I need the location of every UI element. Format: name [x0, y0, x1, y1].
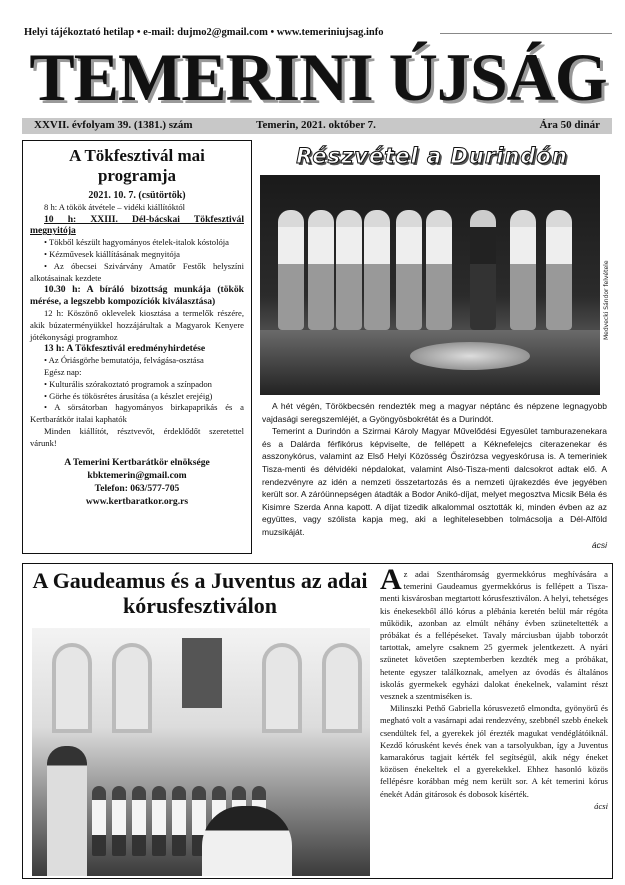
program-item: 8 h: A tökök átvétele – vidéki kiállítóktól [44, 201, 186, 212]
organizer-email[interactable]: kbktemerin@gmail.com [87, 469, 187, 481]
program-item: • Görhe és tökösrétes árusítása (a készlet erejéig) [44, 390, 213, 401]
paragraph-text: z adai Szentháromság gyermekkórus meghívására a temerini Gaudeamus gyermekkórus is fellépett a Tisza-menti kisvárosban megtartott kórusfesztiválon. A helyi, tehetséges kis énekesekből álló kórus a plébánia keretén belül már régóta működik, azonban az elmúlt néhány évben szüneteltették a próbákat és a fellépéseket. Tavaly márciusban újabb toborzót tartottak, amelyre csaknem 25 gyermek jelentkezett. A nyári szünetet követően szeptemberben kezdték meg a próbákat, hetente egyszer találkoznak, amelyen az óvodás és általános iskolás gyermekek egyházi dalokat énekelnek, valamint részt vesznek a szentmiséken is. [380, 569, 608, 702]
program-item: Minden kiállítót, résztvevőt, érdeklődőt szeretettel várunk! [30, 425, 244, 448]
price: Ára 50 dinár [539, 119, 600, 131]
article-paragraph: A hét végén, Törökbecsén rendezték meg a magyar néptánc és népzene legnagyobb vajdasági seregszemléjét, a Gyöngyösbokrétát és a Durindót. [262, 401, 607, 424]
gaudeamus-headline: A Gaudeamus és a Juventus az adai kórusfesztiválon [32, 568, 368, 618]
program-item: • Kézművesek kiállításának megnyitója [44, 248, 180, 259]
photo-credit: Medvecki Sándor felvétele [603, 260, 610, 340]
program-item: • A sörsátorban hagyományos birkapaprikás és a Kertbarátkör italai kaphatók [30, 402, 244, 425]
author-signature: ácsi [591, 539, 607, 550]
program-title: A Tökfesztivál mai programja [69, 146, 205, 185]
durindo-article [262, 400, 607, 551]
author-signature: ácsi [594, 800, 608, 811]
masthead-logo: TEMERINI ÚJSÁG [29, 39, 607, 115]
gaudeamus-article [380, 563, 608, 812]
drop-cap: A [380, 563, 402, 596]
durindo-headline: Részvétel a Durindón [296, 144, 568, 168]
issue-number: XXVII. évfolyam 39. (1381.) szám [34, 119, 193, 131]
organizer-phone: Telefon: 063/577-705 [94, 482, 180, 494]
article-paragraph [380, 563, 608, 702]
article-paragraph: Milinszki Pethő Gabriella kórusvezető elmondta, gyönyörű és megható volt a vasárnapi adai rendezvény, szebbnél szebb énekek csendültek fel, a gyerekek jól érezték magukat vendéglátóiknál. Kezdő kórusként kevés ének van a tarsolyukban, így a Juventus kamarakórus tagjait kérték fel segítségül, akik négy éneket közösen énekeltek el a gyerekekkel. Ehhez hasonló közös fellépésre korábban még nem került sor. A két temerini kórus énekét Adán gitárosok és dobosok kísérték. [380, 703, 608, 799]
program-item: Egész nap: [44, 366, 82, 377]
tagline: Helyi tájékoztató hetilap • e-mail: dujmo2@gmail.com • www.temeriniujsag.info [24, 27, 384, 38]
choir-photo [32, 628, 370, 876]
program-item: • Az óbecsei Szivárvány Amatőr Festők helyszíni alkotásainak kezdete [30, 260, 244, 283]
program-box [22, 140, 252, 554]
program-item: 13 h: A Tökfesztivál eredményhirdetése [44, 343, 206, 355]
article-paragraph: Temerint a Durindón a Szirmai Károly Magyar Művelődési Egyesület tamburazenekara és a Dalárda férfikórus képviselte, de fellépett a Kéknefelejcs citerazenekar és asszonykórus, valamint az Első Helyi Közösség Őszirózsa vegyeskórusa is. A temeriniek Tisza-menti és délvidéki népdalokat, valamint Alsó-Tisza-menti dalcsokrot adtak elő. A rendezvényre az idén a nemzeti összetartozás és a nemzeti újrakezdés éve jegyében került sor. A záróünnepségen átadták a Bodor Anikó-díjat, melyet megosztva Micsik Béla és Kisimre Szerda Anna kapott. A díjat tizedik alkalommal osztották ki, minden évben az az együttes, vagy szólista kapja meg, aki a leghitelesebben tolmácsolja a Dél-Alföld muzsikáját. [262, 426, 607, 537]
program-item: 10 h: XXIII. Dél-bácskai Tökfesztivál megnyitója [30, 213, 244, 237]
header-rule [440, 33, 612, 34]
issue-info-bar [22, 118, 612, 134]
program-item: • Kulturális szórakoztató programok a színpadon [44, 378, 212, 389]
program-item: • Az Óriásgörhe bemutatója, felvágása-osztása [44, 355, 204, 366]
program-item: • Tökből készült hagyományos ételek-italok kóstolója [44, 237, 229, 248]
program-item: 12 h: Köszönő oklevelek kiosztása a termelők részére, akik búzaterményükkel hozzájárultak a Magyarok Kenyere jótékonysági programhoz [30, 307, 244, 342]
durindo-photo [260, 175, 600, 395]
place-date: Temerin, 2021. október 7. [256, 119, 376, 131]
organizer: A Temerini Kertbarátkör elnöksége [64, 456, 210, 468]
organizer-website[interactable]: www.kertbaratkor.org.rs [85, 495, 189, 507]
program-item: 10.30 h: A bíráló bizottság munkája (tökök mérése, a legszebb kompozíciók kiválasztása) [30, 284, 244, 308]
program-date: 2021. 10. 7. (csütörtök) [88, 190, 186, 201]
